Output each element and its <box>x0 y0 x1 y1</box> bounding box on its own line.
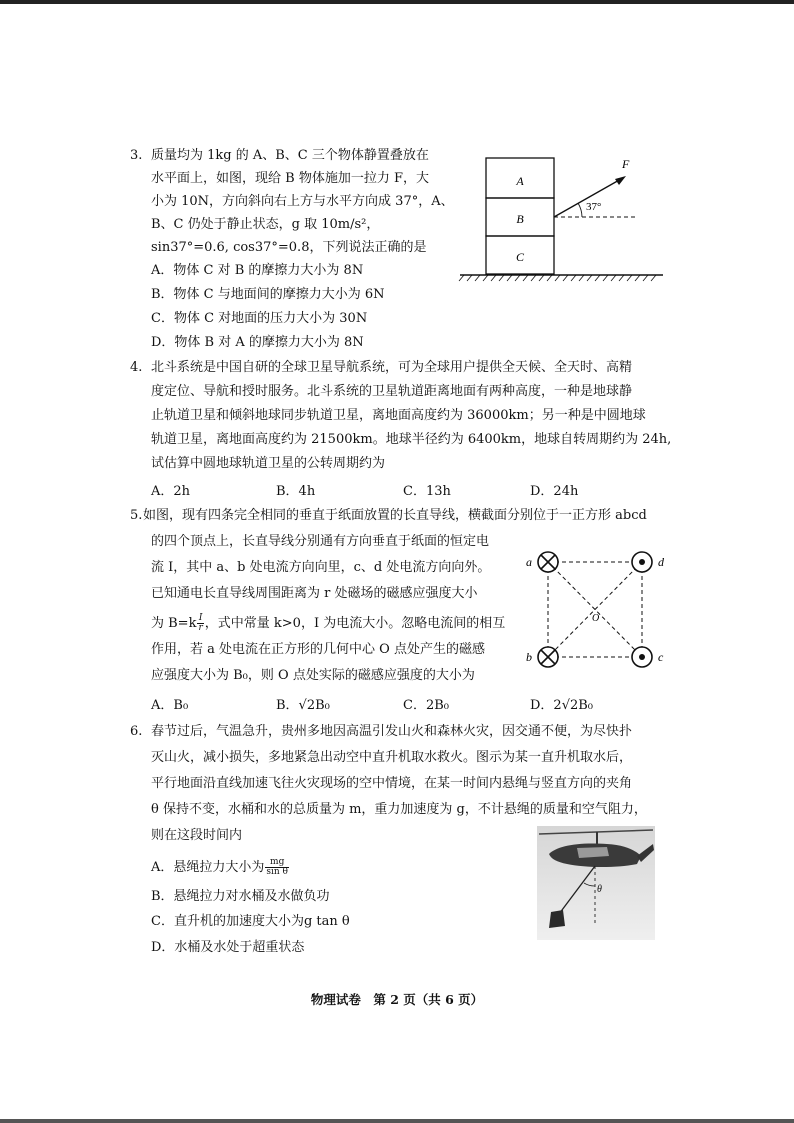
q5-formula-prefix: 为 B=k <box>151 616 197 631</box>
q5-line-6: 作用，若 a 处电流在正方形的几何中心 O 点处产生的磁感 <box>151 642 485 657</box>
q4-option-d: D．24h <box>530 484 579 499</box>
q6-option-d: D．水桶及水处于超重状态 <box>151 940 305 955</box>
q5-option-b: B．√2B₀ <box>276 698 330 713</box>
q3-number: 3. <box>130 148 143 163</box>
q5-wires-figure <box>520 545 670 675</box>
q3-line-2: 水平面上，如图，现给 B 物体施加一拉力 F，大 <box>151 171 429 186</box>
helicopter-photo <box>537 826 655 940</box>
ground-hatch <box>459 275 656 281</box>
q4-line-2: 度定位、导航和授时服务。北斗系统的卫星轨道距离地面有两种高度，一种是地球静 <box>151 384 633 399</box>
q3-option-a: A．物体 C 对 B 的摩擦力大小为 8N <box>151 263 364 278</box>
q3-line-5: sin37°=0.6, cos37°=0.8，下列说法正确的是 <box>151 240 427 255</box>
label-b: b <box>526 650 532 664</box>
q4-line-3: 止轨道卫星和倾斜地球同步轨道卫星，离地面高度约为 36000km；另一种是中圆地球 <box>151 408 646 423</box>
q4-option-b: B．4h <box>276 484 316 499</box>
label-o: O <box>592 613 600 624</box>
label-c: c <box>658 650 664 664</box>
q3-option-d: D．物体 B 对 A 的摩擦力大小为 8N <box>151 335 364 350</box>
water-bucket <box>549 910 565 928</box>
q6-option-c: C．直升机的加速度大小为g tan θ <box>151 914 350 929</box>
q6-option-a <box>151 858 290 877</box>
q3-blocks-figure <box>458 150 678 290</box>
q5-line-2: 的四个顶点上，长直导线分别通有方向垂直于纸面的恒定电 <box>151 534 490 549</box>
top-border <box>0 0 794 4</box>
q6-line-5: 则在这段时间内 <box>151 828 243 843</box>
square-dashed-lines <box>548 562 642 657</box>
q5-option-a: A．B₀ <box>151 698 189 713</box>
block-a-label: A <box>516 174 524 188</box>
label-d: d <box>658 555 664 569</box>
q6-line-1: 春节过后，气温急升，贵州多地因高温引发山火和森林火灾，因交通不便，为尽快扑 <box>151 724 633 739</box>
q6-frac-denominator: sin θ <box>266 867 288 877</box>
q5-line-3: 流 I，其中 a、b 处电流方向向里，c、d 处电流方向向外。 <box>151 560 491 575</box>
q6-option-a-prefix: A．悬绳拉力大小为 <box>151 860 265 875</box>
bottom-border <box>0 1119 794 1123</box>
q4-number: 4. <box>130 360 143 375</box>
q5-formula-fraction <box>197 614 203 633</box>
wire-c-out-of-page <box>632 647 652 667</box>
q5-option-c: C．2B₀ <box>403 698 449 713</box>
q6-line-4: θ 保持不变，水桶和水的总质量为 m，重力加速度为 g，不计悬绳的质量和空气阻力， <box>151 802 647 817</box>
page-footer: 物理试卷 第 2 页（共 6 页） <box>310 992 484 1007</box>
q6-option-b: B．悬绳拉力对水桶及水做负功 <box>151 889 330 904</box>
q4-option-c: C．13h <box>403 484 451 499</box>
q5-line-7: 应强度大小为 B₀，则 O 点处实际的磁感应强度的大小为 <box>151 668 475 683</box>
block-b-label: B <box>516 212 524 226</box>
q4-line-1: 北斗系统是中国自研的全球卫星导航系统，可为全球用户提供全天候、全天时、高精 <box>151 360 633 375</box>
q6-number: 6. <box>130 724 143 739</box>
q6-line-3: 平行地面沿直线加速飞往火灾现场的空中情境，在某一时间内悬绳与竖直方向的夹角 <box>151 776 633 791</box>
force-arrowhead <box>615 176 626 185</box>
q5-number: 5. <box>130 508 143 523</box>
q5-line-4: 已知通电长直导线周围距离为 r 处磁场的磁感应强度大小 <box>151 586 478 601</box>
q4-line-4: 轨道卫星，离地面高度约为 21500km。地球半径约为 6400km，地球自转周期约为 24h, <box>151 432 672 447</box>
q3-line-4: B、C 仍处于静止状态，g 取 10m/s²， <box>151 217 380 232</box>
q4-line-5: 试估算中圆地球轨道卫星的公转周期约为 <box>151 456 386 471</box>
q5-line-1: 如图，现有四条完全相同的垂直于纸面放置的长直导线，横截面分别位于一正方形 abcd <box>143 508 647 523</box>
q5-option-d: D．2√2B₀ <box>530 698 594 713</box>
q3-option-b: B．物体 C 与地面间的摩擦力大小为 6N <box>151 287 385 302</box>
angle-arc <box>578 203 582 217</box>
q3-option-c: C．物体 C 对地面的压力大小为 30N <box>151 311 368 326</box>
theta-label: θ <box>597 884 602 895</box>
q3-line-1: 质量均为 1kg 的 A、B、C 三个物体静置叠放在 <box>151 148 429 163</box>
wire-a-into-page <box>538 552 558 572</box>
angle-label: 37° <box>586 201 602 213</box>
q5-frac-denominator: r <box>198 623 203 633</box>
wire-d-out-of-page <box>632 552 652 572</box>
q5-formula-suffix: ，式中常量 k>0，I 为电流大小。忽略电流间的相互 <box>204 616 506 631</box>
q5-frac-numerator: I <box>198 613 203 623</box>
wire-b-into-page <box>538 647 558 667</box>
q5-line-5 <box>151 614 505 633</box>
q6-option-a-fraction <box>265 858 289 877</box>
label-a: a <box>526 555 532 569</box>
q6-line-2: 灭山火，减小损失，多地紧急出动空中直升机取水救火。图示为某一直升机取水后， <box>151 750 633 765</box>
force-label: F <box>622 157 630 171</box>
q3-line-3: 小为 10N，方向斜向右上方与水平方向成 37°，A、 <box>151 194 454 209</box>
block-c-label: C <box>515 250 525 264</box>
q6-frac-numerator: mg <box>265 858 289 868</box>
q4-option-a: A．2h <box>151 484 191 499</box>
